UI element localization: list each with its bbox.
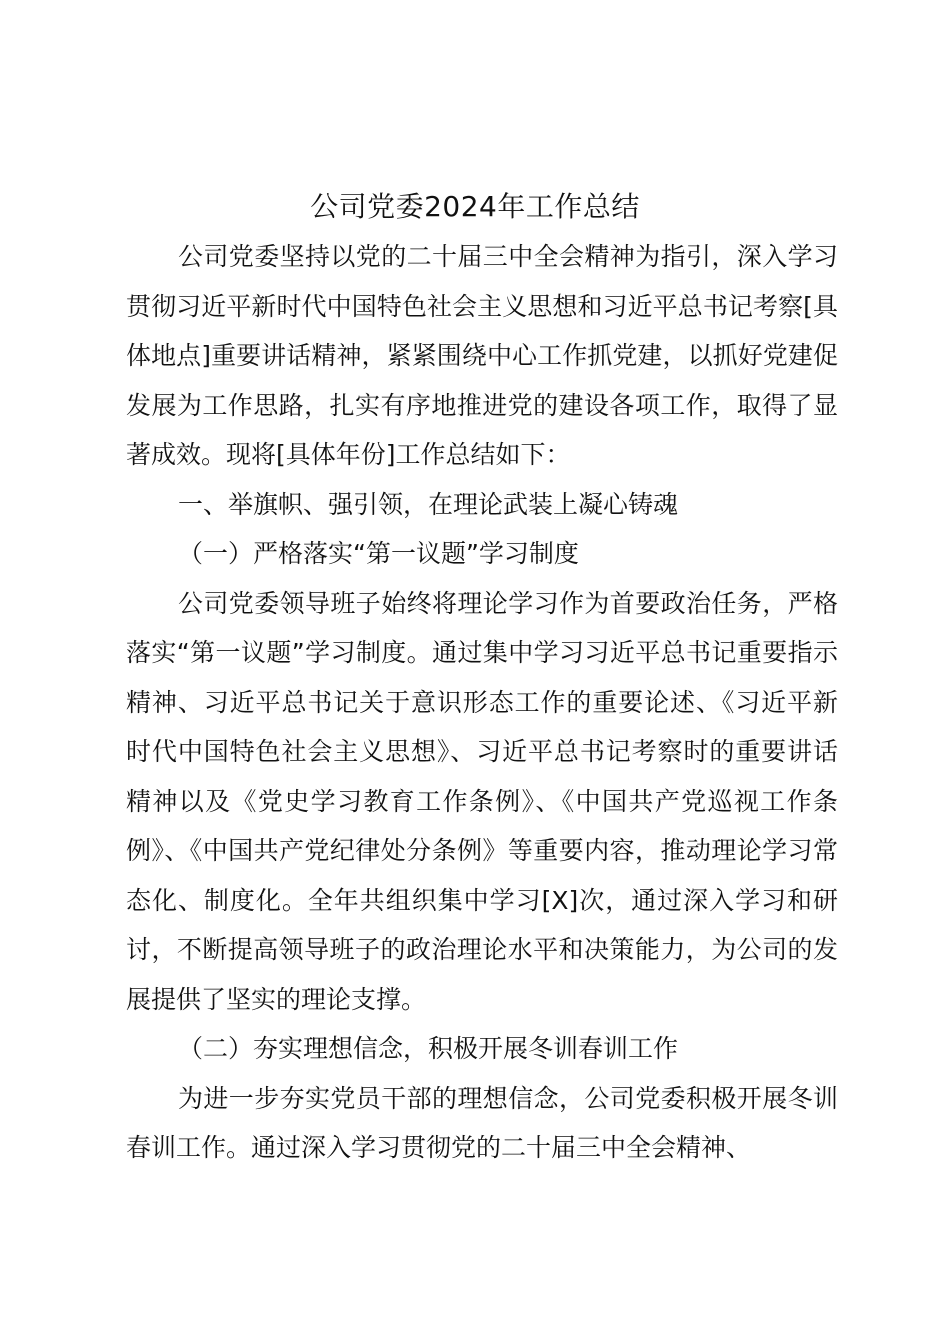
intro-paragraph: 公司党委坚持以党的二十届三中全会精神为指引，深入学习贯彻习近平新时代中国特色社会主义思想和习近平总书记考察[具体地点]重要讲话精神，紧紧围绕中心工作抓党建，以抓好党建促发展为工作思路，扎实有序地推进党的建设各项工作，取得了显著成效。现将[具体年份]工作总结如下： xyxy=(126,242,838,469)
subsection-heading-1: （一）严格落实“第一议题”学习制度 xyxy=(178,539,579,568)
document-body xyxy=(126,232,838,1173)
section-heading-1: 一、举旗帜、强引领，在理论武装上凝心铸魂 xyxy=(178,489,679,519)
subsection-heading-2: （二）夯实理想信念，积极开展冬训春训工作 xyxy=(178,1034,679,1063)
body-paragraph-2: 为进一步夯实党员干部的理想信念，公司党委积极开展冬训春训工作。通过深入学习贯彻党的二十届三中全会精神、 xyxy=(126,1083,838,1162)
body-paragraph-1: 公司党委领导班子始终将理论学习作为首要政治任务，严格落实“第一议题”学习制度。通过集中学习习近平总书记重要指示精神、习近平总书记关于意识形态工作的重要论述、《习近平新时代中国特色社会主义思想》、习近平总书记考察时的重要讲话精神以及《党史学习教育工作条例》、《中国共产党巡视工作条例》、《中国共产党纪律处分条例》等重要内容，推动理论学习常态化、制度化。全年共组织集中学习[X]次，通过深入学习和研讨，不断提高领导班子的政治理论水平和决策能力，为公司的发展提供了坚实的理论支撑。 xyxy=(126,588,838,1014)
document-title: 公司党委2024年工作总结 xyxy=(310,190,640,223)
